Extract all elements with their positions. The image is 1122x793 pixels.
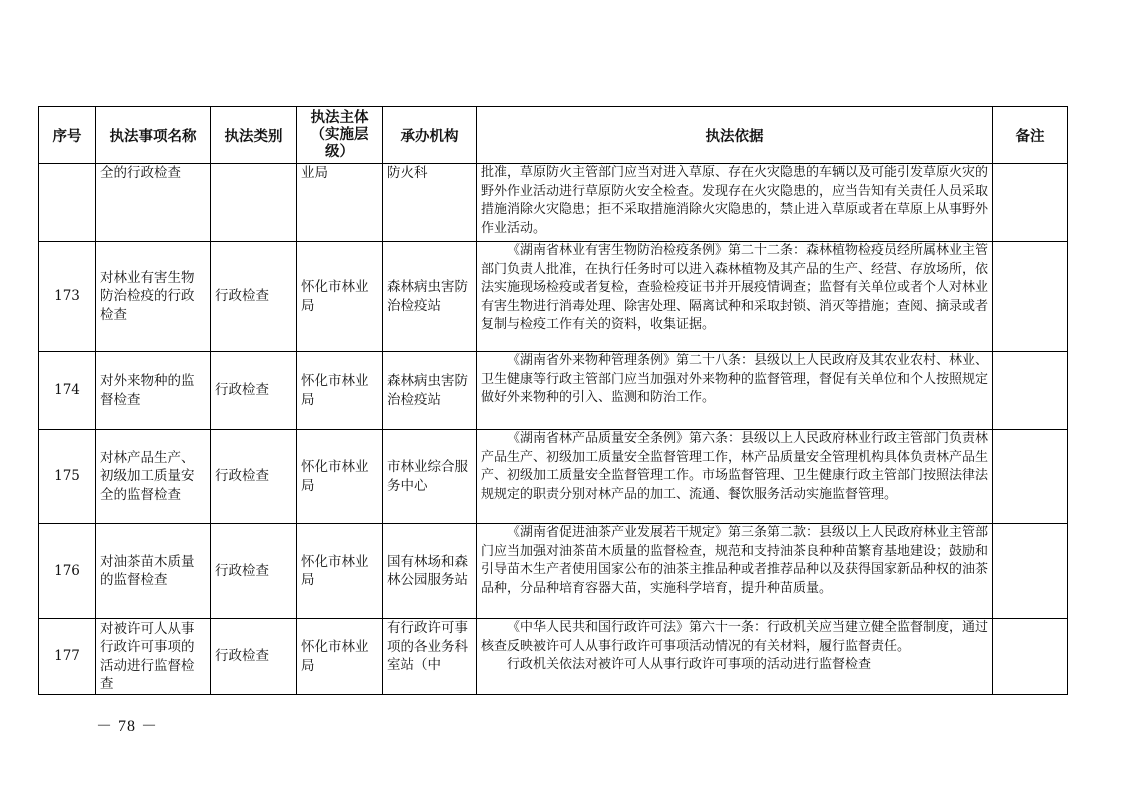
cell-subject: 业局 bbox=[297, 164, 383, 242]
cell-category: 行政检查 bbox=[211, 352, 297, 430]
cell-remark bbox=[993, 164, 1068, 242]
table-row bbox=[39, 352, 1068, 430]
cell-basis bbox=[477, 619, 993, 695]
header-agency: 承办机构 bbox=[383, 107, 477, 164]
basis-text-continued: 行政机关依法对被许可人从事行政许可事项的活动进行监督检查 bbox=[507, 657, 872, 673]
cell-agency: 国有林场和森林公园服务站 bbox=[383, 524, 477, 619]
header-subject bbox=[297, 107, 383, 164]
cell-subject: 怀化市林业局 bbox=[297, 430, 383, 524]
cell-seq bbox=[39, 164, 96, 242]
cell-subject: 怀化市林业局 bbox=[297, 352, 383, 430]
cell-category: 行政检查 bbox=[211, 524, 297, 619]
basis-text: 《湖南省促进油茶产业发展若干规定》第三条第二款：县级以上人民政府林业主管部门应当加强对油茶苗木质量的监督检查，规范和支持油茶良种种苗繁育基地建设；鼓励和引导苗木生产者使用国家公布的油茶主推品种或者推荐品种以及获得国家新品种权的油茶品种，分品种培育容器大苗，实施科学培育，提升种苗质量。 bbox=[481, 525, 989, 596]
cell-basis bbox=[477, 352, 993, 430]
cell-remark bbox=[993, 352, 1068, 430]
table-row bbox=[39, 524, 1068, 619]
header-remark: 备注 bbox=[993, 107, 1068, 164]
cell-item-name: 对外来物种的监督检查 bbox=[96, 352, 211, 430]
header-category: 执法类别 bbox=[211, 107, 297, 164]
header-row bbox=[39, 107, 1068, 164]
cell-item-name: 全的行政检查 bbox=[96, 164, 211, 242]
cell-category: 行政检查 bbox=[211, 619, 297, 695]
cell-remark bbox=[993, 619, 1068, 695]
basis-text: 《中华人民共和国行政许可法》第六十一条：行政机关应当建立健全监督制度，通过核查反映被许可人从事行政许可事项活动情况的有关材料，履行监督责任。 bbox=[481, 620, 989, 654]
cell-category: 行政检查 bbox=[211, 242, 297, 352]
cell-agency: 防火科 bbox=[383, 164, 477, 242]
cell-item-name: 对油茶苗木质量的监督检查 bbox=[96, 524, 211, 619]
cell-basis bbox=[477, 430, 993, 524]
cell-seq: 173 bbox=[39, 242, 96, 352]
table-row bbox=[39, 242, 1068, 352]
basis-text: 《湖南省林业有害生物防治检疫条例》第二十二条：森林植物检疫员经所属林业主管部门负责人批准，在执行任务时可以进入森林植物及其产品的生产、经营、存放场所，依法实施现场检疫或者复检，查验检疫证书并开展疫情调查；监督有关单位或者个人对林业有害生物进行消毒处理、除害处理、隔离试种和采取封锁、消灭等措施；查阅、摘录或者复制与检疫工作有关的资料，收集证据。 bbox=[481, 243, 989, 333]
header-subject-line2: （实施层 bbox=[310, 126, 369, 143]
header-subject-line1: 执法主体 bbox=[310, 109, 369, 126]
page-number: － 78 － bbox=[96, 718, 159, 735]
header-seq: 序号 bbox=[39, 107, 96, 164]
cell-category bbox=[211, 164, 297, 242]
cell-seq: 174 bbox=[39, 352, 96, 430]
cell-category: 行政检查 bbox=[211, 430, 297, 524]
cell-remark bbox=[993, 430, 1068, 524]
basis-text: 《湖南省林产品质量安全条例》第六条：县级以上人民政府林业行政主管部门负责林产品生产、初级加工质量安全监督管理工作，林产品质量安全管理机构具体负责林产品生产、初级加工质量安全监督管理工作。市场监督管理、卫生健康行政主管部门按照法律法规规定的职责分别对林产品的加工、流通、餐饮服务活动实施监督管理。 bbox=[481, 431, 989, 502]
cell-seq: 176 bbox=[39, 524, 96, 619]
table-row bbox=[39, 164, 1068, 242]
cell-agency: 森林病虫害防治检疫站 bbox=[383, 352, 477, 430]
cell-agency: 有行政许可事项的各业务科室站（中 bbox=[383, 619, 477, 695]
basis-text: 《湖南省外来物种管理条例》第二十八条：县级以上人民政府及其农业农村、林业、卫生健康等行政主管部门应当加强对外来物种的监督管理，督促有关单位和个人按照规定做好外来物种的引入、监测和防治工作。 bbox=[481, 353, 989, 406]
cell-basis: 批准，草原防火主管部门应当对进入草原、存在火灾隐患的车辆以及可能引发草原火灾的野外作业活动进行草原防火安全检查。发现存在火灾隐患的，应当告知有关责任人员采取措施消除火灾隐患；拒不采取措施消除火灾隐患的，禁止进入草原或者在草原上从事野外作业活动。 bbox=[477, 164, 993, 242]
cell-item-name: 对被许可人从事行政许可事项的活动进行监督检查 bbox=[96, 619, 211, 695]
cell-agency: 森林病虫害防治检疫站 bbox=[383, 242, 477, 352]
cell-remark bbox=[993, 242, 1068, 352]
cell-subject: 怀化市林业局 bbox=[297, 524, 383, 619]
cell-item-name: 对林产品生产、初级加工质量安全的监督检查 bbox=[96, 430, 211, 524]
cell-basis bbox=[477, 524, 993, 619]
cell-basis bbox=[477, 242, 993, 352]
cell-subject: 怀化市林业局 bbox=[297, 242, 383, 352]
enforcement-table bbox=[38, 106, 1068, 695]
table-row bbox=[39, 430, 1068, 524]
header-item-name: 执法事项名称 bbox=[96, 107, 211, 164]
cell-subject: 怀化市林业局 bbox=[297, 619, 383, 695]
cell-remark bbox=[993, 524, 1068, 619]
cell-agency: 市林业综合服务中心 bbox=[383, 430, 477, 524]
cell-item-name: 对林业有害生物防治检疫的行政检查 bbox=[96, 242, 211, 352]
cell-seq: 177 bbox=[39, 619, 96, 695]
table-row bbox=[39, 619, 1068, 695]
header-basis: 执法依据 bbox=[477, 107, 993, 164]
cell-seq: 175 bbox=[39, 430, 96, 524]
header-subject-line3: 级） bbox=[325, 143, 354, 160]
